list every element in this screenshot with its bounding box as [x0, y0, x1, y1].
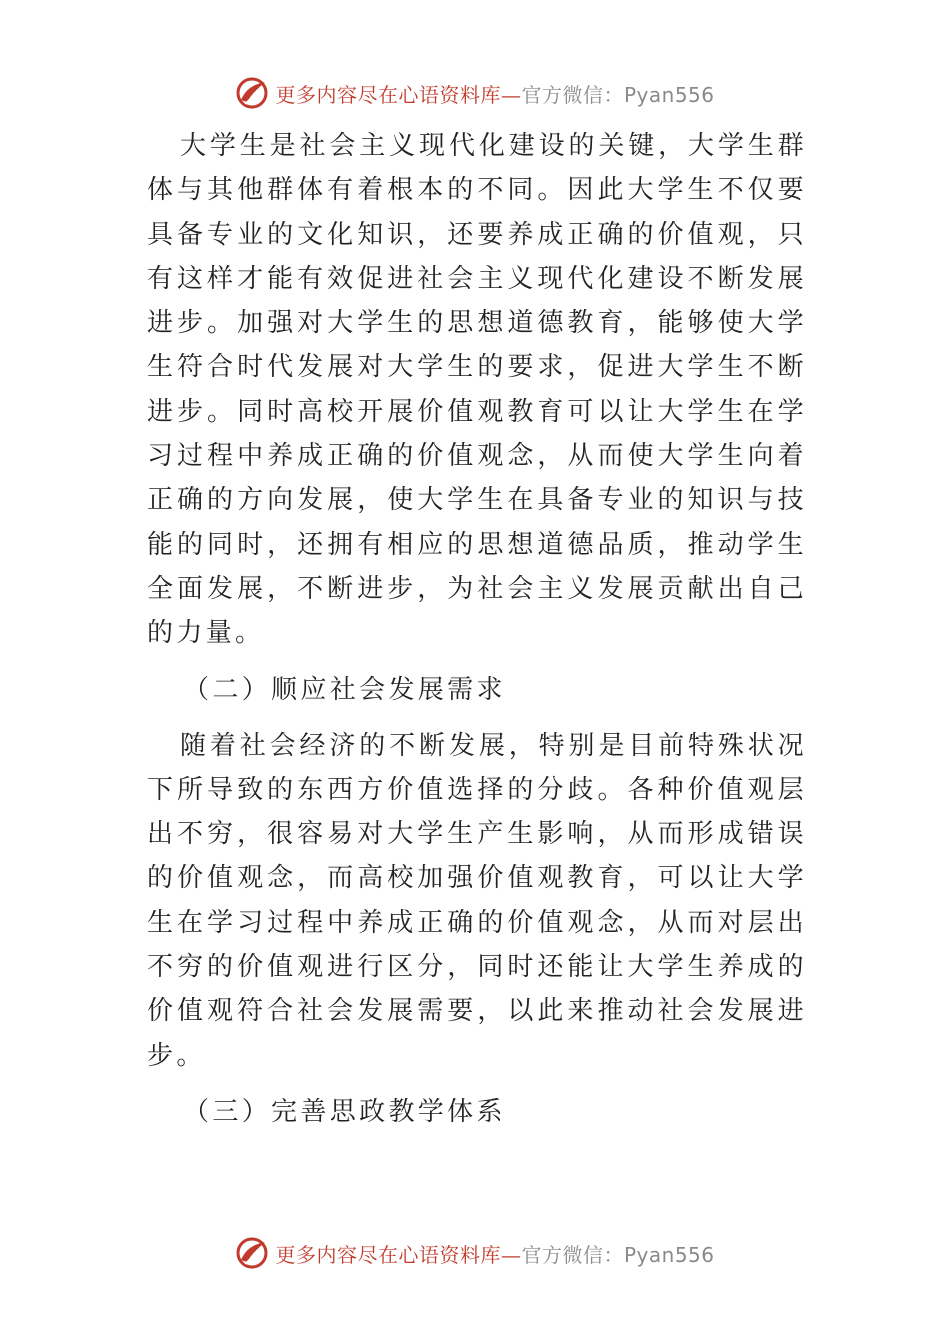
brand-logo-icon: [235, 76, 269, 110]
page-header-banner: [0, 73, 950, 113]
footer-text: [275, 1239, 714, 1268]
header-wechat-id: Pyan556: [623, 82, 715, 107]
header-wechat-label: 官方微信：: [521, 82, 624, 107]
footer-wechat-label: 官方微信：: [521, 1242, 624, 1267]
section-heading-3: （三）完善思政教学体系: [183, 1096, 506, 1127]
page-footer-banner: [0, 1233, 950, 1273]
document-body: [147, 124, 807, 1134]
footer-wechat-id: Pyan556: [623, 1242, 715, 1267]
footer-separator: —: [500, 1242, 522, 1267]
header-text: [275, 79, 714, 108]
paragraph-2: 随着社会经济的不断发展，特别是目前特殊状况下所导致的东西方价值选择的分歧。各种价值观层出不穷，很容易对大学生产生影响，从而形成错误的价值观念，而高校加强价值观教育，可以让大学生在学习过程中养成正确的价值观念，从而对层出不穷的价值观进行区分，同时还能让大学生养成的价值观符合社会发展需要，以此来推动社会发展进步。: [147, 730, 807, 1071]
footer-brand: 更多内容尽在心语资料库: [275, 1242, 501, 1267]
section-heading-2: （二）顺应社会发展需求: [183, 674, 506, 705]
header-brand: 更多内容尽在心语资料库: [275, 82, 501, 107]
paragraph-1: 大学生是社会主义现代化建设的关键，大学生群体与其他群体有着根本的不同。因此大学生不仅要具备专业的文化知识，还要养成正确的价值观，只有这样才能有效促进社会主义现代化建设不断发展进步。加强对大学生的思想道德教育，能够使大学生符合时代发展对大学生的要求，促进大学生不断进步。同时高校开展价值观教育可以让大学生在学习过程中养成正确的价值观念，从而使大学生向着正确的方向发展，使大学生在具备专业的知识与技能的同时，还拥有相应的思想道德品质，推动学生全面发展，不断进步，为社会主义发展贡献出自己的力量。: [147, 131, 807, 649]
brand-logo-icon: [235, 1236, 269, 1270]
header-separator: —: [500, 82, 522, 107]
